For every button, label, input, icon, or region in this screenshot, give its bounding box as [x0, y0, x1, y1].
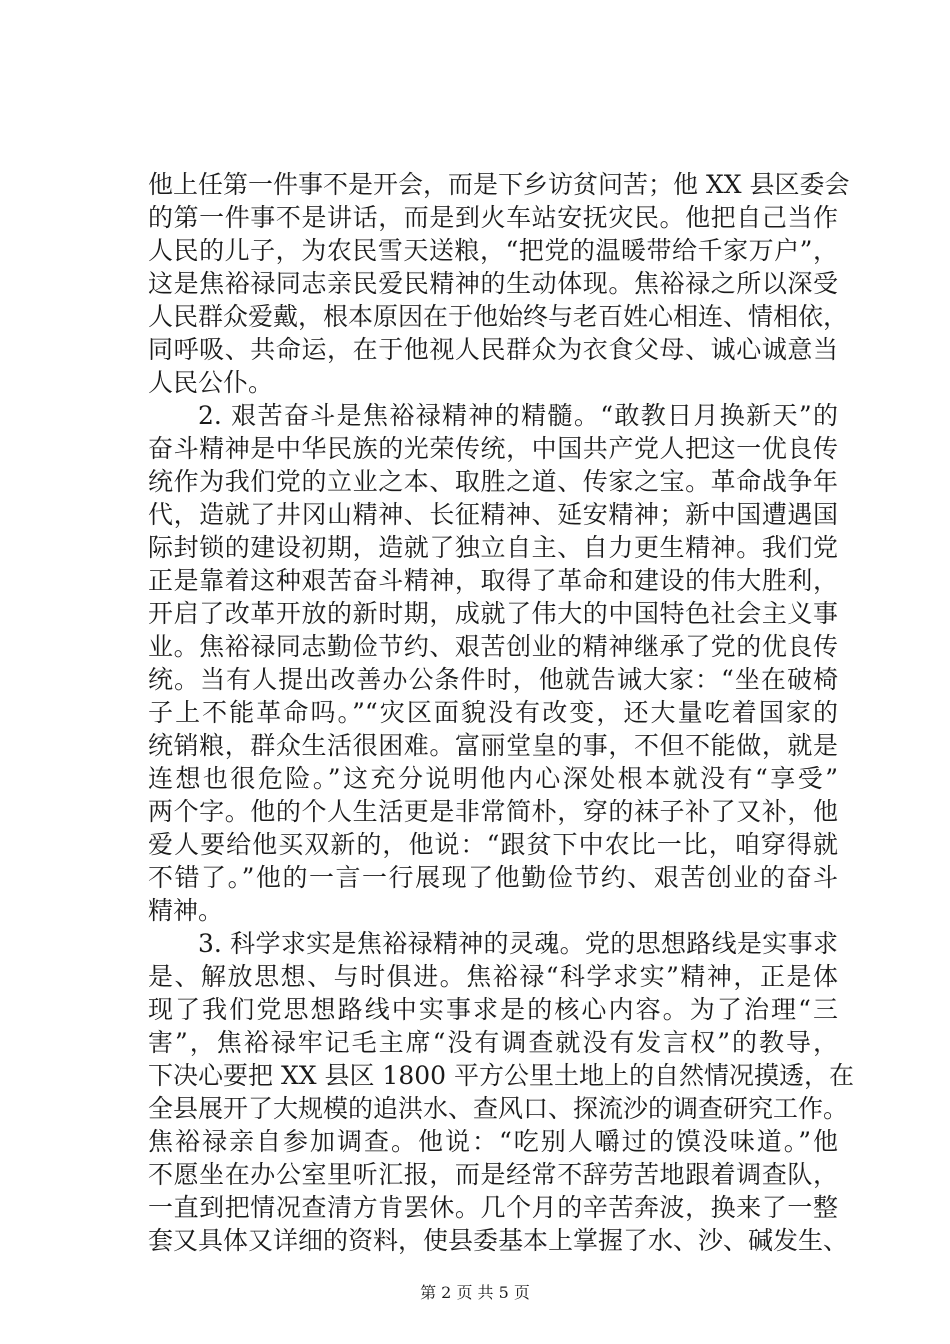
text-line: 统。当有人提出改善办公条件时，他就告诫大家：“坐在破椅 [148, 665, 838, 694]
text-line: 同呼吸、共命运，在于他视人民群众为衣食父母、诚心诚意当 [148, 335, 838, 364]
text-line: 子上不能革命吗。”“灾区面貌没有改变，还大量吃着国家的 [148, 698, 838, 727]
text-line: 奋斗精神是中华民族的光荣传统，中国共产党人把这一优良传 [148, 434, 838, 463]
text-line: 不错了。”他的一言一行展现了他勤俭节约、艰苦创业的奋斗 [148, 863, 838, 892]
text-line: 这是焦裕禄同志亲民爱民精神的生动体现。焦裕禄之所以深受 [148, 269, 838, 298]
text-line: 焦裕禄亲自参加调查。他说：“吃别人嚼过的馍没味道。”他 [148, 1127, 838, 1156]
text-line: 害”，焦裕禄牢记毛主席“没有调查就没有发言权”的教导， [148, 1028, 838, 1057]
text-line: 爱人要给他买双新的，他说：“跟贫下中农比一比，咱穿得就 [148, 830, 838, 859]
text-line: 他上任第一件事不是开会，而是下乡访贫问苦；他 XX 县区委会 [148, 170, 850, 199]
text-line: 不愿坐在办公室里听汇报，而是经常不辞劳苦地跟着调查队， [148, 1160, 838, 1189]
text-line: 统销粮，群众生活很困难。富丽堂皇的事，不但不能做，就是 [148, 731, 838, 760]
paragraph-heading-3: 3. 科学求实是焦裕禄精神的灵魂。党的思想路线是实事求 [198, 929, 838, 958]
text-line: 套又具体又详细的资料，使县委基本上掌握了水、沙、碱发生、 [148, 1226, 849, 1255]
text-line: 际封锁的建设初期，造就了独立自主、自力更生精神。我们党 [148, 533, 838, 562]
text-line: 下决心要把 XX 县区 1800 平方公里土地上的自然情况摸透，在 [148, 1061, 855, 1090]
text-line: 开启了改革开放的新时期，成就了伟大的中国特色社会主义事 [148, 599, 838, 628]
text-line: 人民的儿子，为农民雪天送粮，“把党的温暖带给千家万户”， [148, 236, 838, 265]
text-line: 人民群众爱戴，根本原因在于他始终与老百姓心相连、情相依， [148, 302, 849, 331]
text-line: 是、解放思想、与时俱进。焦裕禄“科学求实”精神，正是体 [148, 962, 838, 991]
text-line: 人民公仆。 [148, 368, 274, 397]
text-line: 两个字。他的个人生活更是非常简朴，穿的袜子补了又补，他 [148, 797, 838, 826]
text-line: 连想也很危险。”这充分说明他内心深处根本就没有“享受” [148, 764, 838, 793]
text-line: 正是靠着这种艰苦奋斗精神，取得了革命和建设的伟大胜利， [148, 566, 838, 595]
text-line: 业。焦裕禄同志勤俭节约、艰苦创业的精神继承了党的优良传 [148, 632, 838, 661]
text-line: 统作为我们党的立业之本、取胜之道、传家之宝。革命战争年 [148, 467, 838, 496]
paragraph-heading-2: 2. 艰苦奋斗是焦裕禄精神的精髓。“敢教日月换新天”的 [198, 401, 838, 430]
text-line: 现了我们党思想路线中实事求是的核心内容。为了治理“三 [148, 995, 838, 1024]
text-line: 代，造就了井冈山精神、长征精神、延安精神；新中国遭遇国 [148, 500, 838, 529]
text-line: 全县展开了大规模的追洪水、查风口、探流沙的调查研究工作。 [148, 1094, 849, 1123]
text-line: 的第一件事不是讲话，而是到火车站安抚灾民。他把自己当作 [148, 203, 838, 232]
text-line: 精神。 [148, 896, 224, 925]
page-number-footer: 第 2 页 共 5 页 [420, 1283, 530, 1302]
body-text [148, 168, 855, 1257]
text-line: 一直到把情况查清方肯罢休。几个月的辛苦奔波，换来了一整 [148, 1193, 838, 1222]
